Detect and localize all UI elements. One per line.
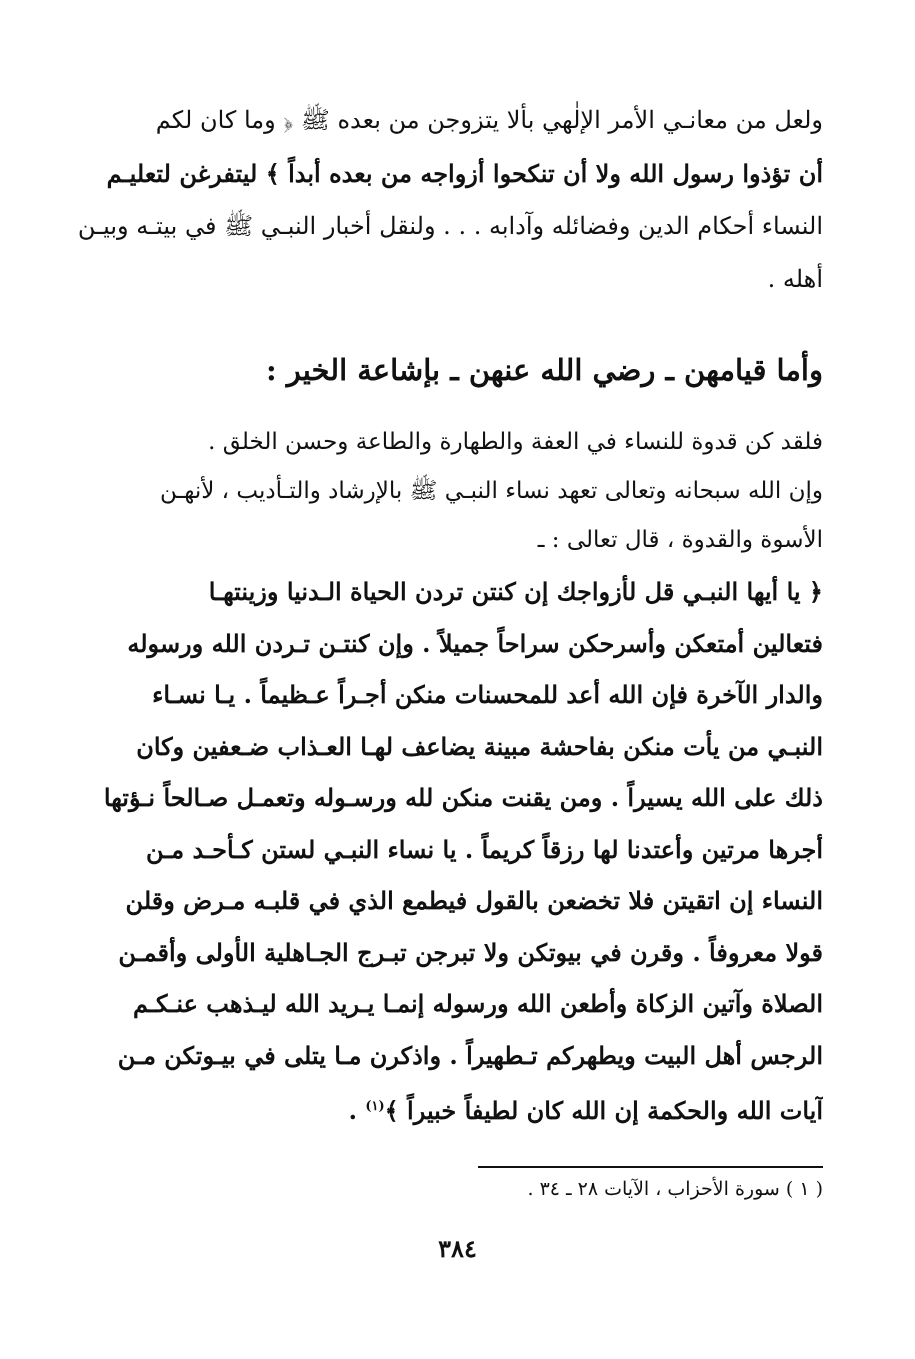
section-heading: وأما قيامهن ـ رضي الله عنهن ـ بإشاعة الخير : — [265, 353, 823, 387]
text-line: ولعل من معانـي الأمر الإلٰهي بألا يتزوجن من بعده ﷺ ﴿ وما كان لكم — [155, 106, 823, 134]
text-line: الأسوة والقدوة ، قال تعالى : ـ — [537, 527, 823, 553]
quran-line: أجرها مرتين وأعتدنا لها رزقاً كريماً . يا نساء النبـي لستن كـأحـد مـن — [145, 834, 823, 864]
quran-line: النساء إن اتقيتن فلا تخضعن بالقول فيطمع الذي في قلبـه مـرض وقلن — [125, 886, 823, 915]
quran-line: قولا معروفاً . وقرن في بيوتكن ولا تبرجن تبـرج الجـاهلية الأولى وأقمـن — [118, 937, 823, 967]
quran-line: النبـي من يأت منكن بفاحشة مبينة يضاعف لهـا العـذاب ضـعفين وكان — [136, 731, 823, 761]
footnote-marker[interactable]: (١) — [365, 1099, 385, 1114]
page-number: ٣٨٤ — [438, 1234, 477, 1263]
quran-line: الصلاة وآتين الزكاة وأطعن الله ورسوله إنمـا يـريد الله ليـذهب عنـكـم — [133, 989, 823, 1018]
quran-line-text: آيات الله والحكمة إن الله كان لطيفاً خبيراً ﴾ — [384, 1096, 823, 1125]
quran-line: والدار الآخرة فإن الله أعد للمحسنات منكن أجـراً عـظيماً . يـا نسـاء — [152, 680, 823, 709]
text-line: وإن الله سبحانه وتعالى تعهد نساء النبـي ﷺ بالإرشاد والتـأديب ، لأنهـن — [160, 478, 823, 504]
quran-line: الرجس أهل البيت ويطهركم تـطهيراً . واذكرن مـا يتلى في بيـوتكن مـن — [117, 1040, 823, 1070]
quran-line: ذلك على الله يسيراً . ومن يقنت منكن لله ورسـوله وتعمـل صـالحاً نـؤتها — [103, 783, 823, 812]
footnote-divider — [478, 1166, 823, 1168]
text-line: أهله . — [767, 265, 823, 293]
quran-line-last — [78, 1081, 823, 1137]
quran-end-punct: . — [348, 1096, 366, 1125]
paragraph-role-model — [78, 418, 823, 565]
quran-quote — [78, 566, 823, 1137]
footnote: ( ١ ) سورة الأحزاب ، الآيات ٢٨ ـ ٣٤ . — [527, 1178, 823, 1200]
text-line: فلقد كن قدوة للنساء في العفة والطهارة والطاعة وحسن الخلق . — [208, 429, 823, 455]
paragraph-intro — [78, 94, 823, 306]
text-line: أن تؤذوا رسول الله ولا أن تنكحوا أزواجه من بعده أبداً ﴾ ليتفرغن لتعليـم — [106, 159, 823, 188]
quran-line: فتعالين أمتعكن وأسرحكن سراحاً جميلاً . وإن كنتـن تـردن الله ورسوله — [127, 628, 823, 658]
quran-line: ﴿ يا أيها النبـي قل لأزواجك إن كنتن تردن الحياة الـدنيا وزينتهـا — [208, 577, 823, 606]
text-line: النساء أحكام الدين وفضائله وآدابه . . . ولنقل أخبار النبـي ﷺ في بيتـه وبيـن — [78, 212, 823, 240]
